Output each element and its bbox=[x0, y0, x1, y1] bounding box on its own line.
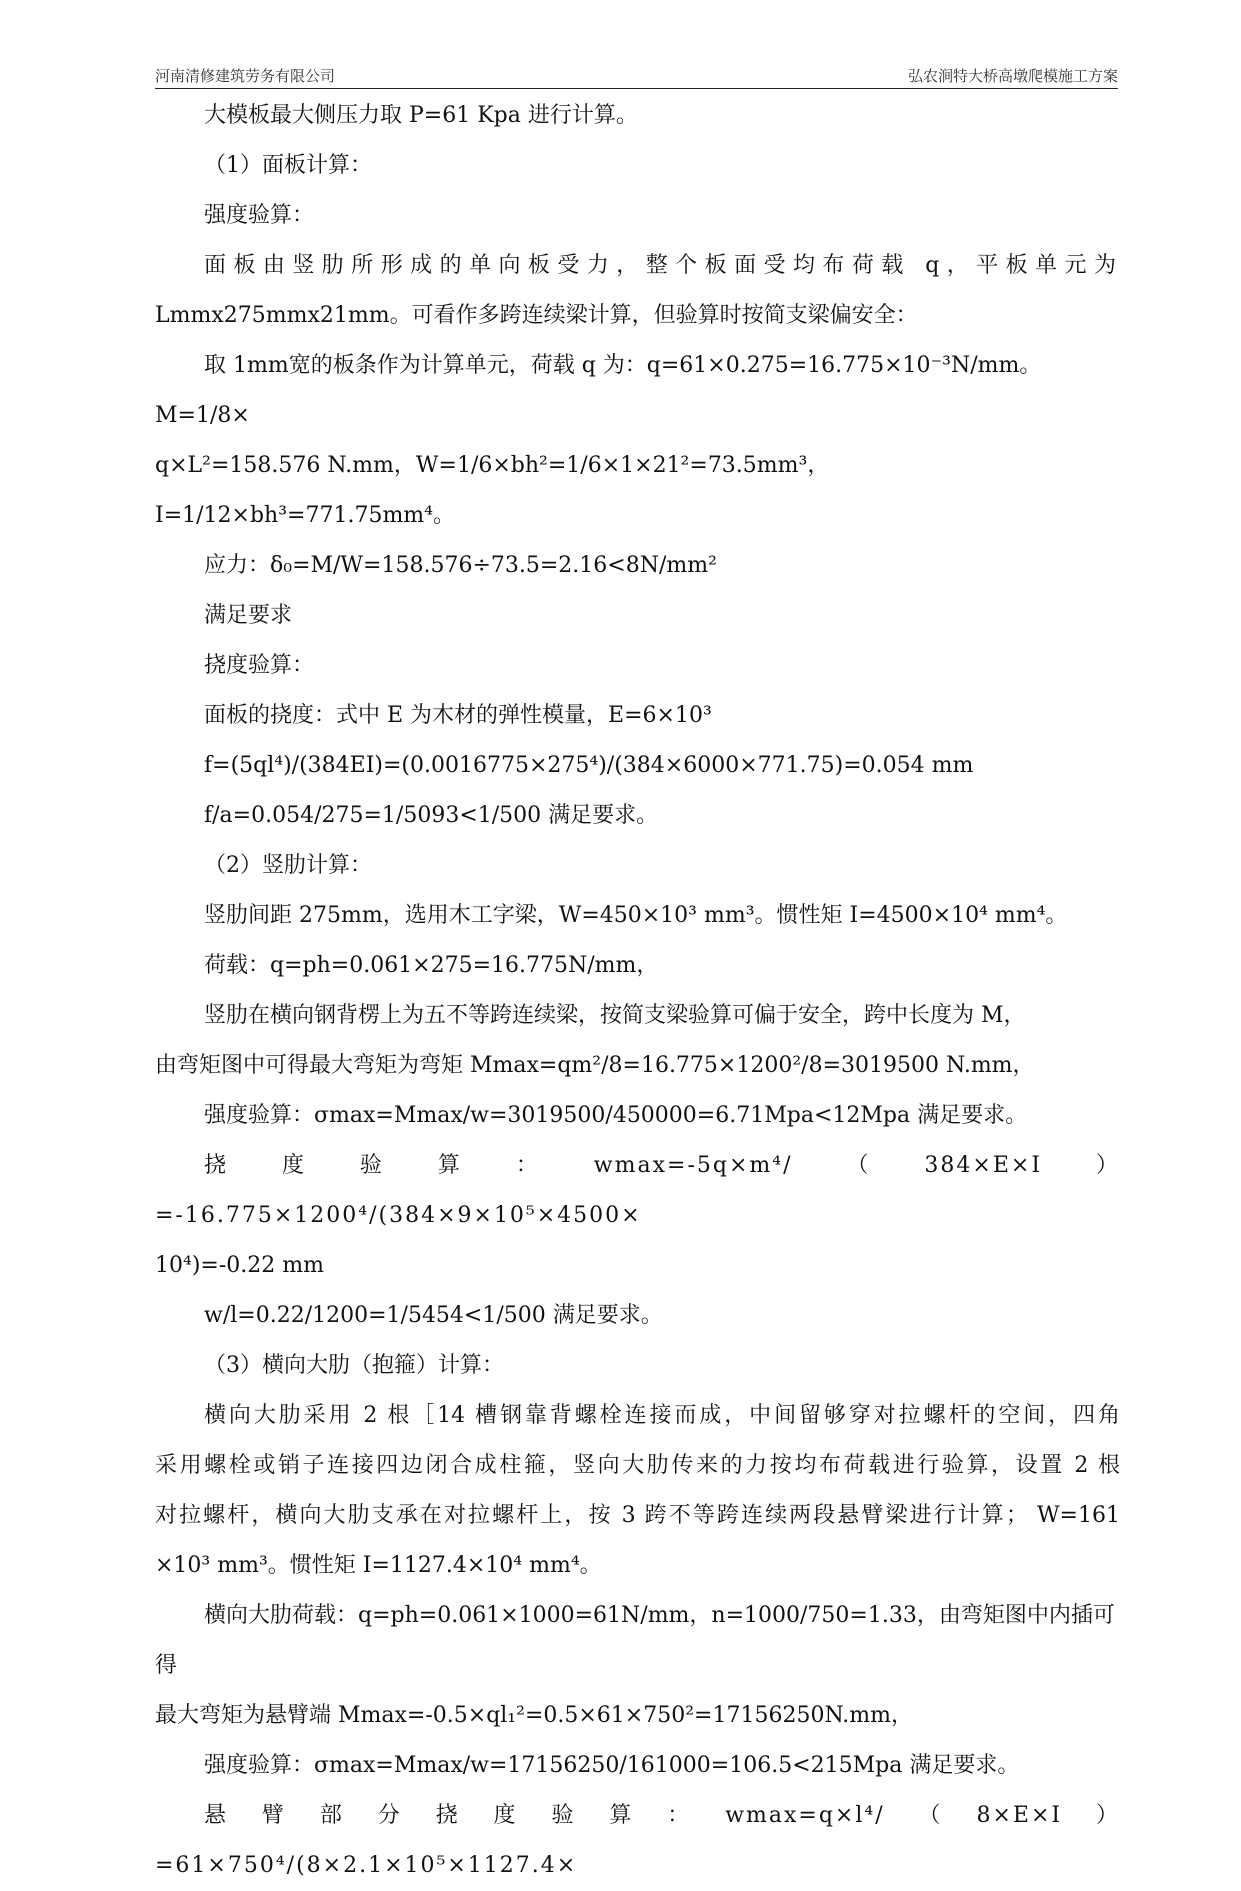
text-line: 面板由竖肋所形成的单向板受力，整个板面受均布荷载 q，平板单元为 bbox=[204, 253, 1120, 278]
text-line: f/a=0.054/275=1/5093<1/500 满足要求。 bbox=[204, 803, 659, 828]
text-line: Lmmx275mmx21mm。可看作多跨连续梁计算，但验算时按简支梁偏安全： bbox=[155, 303, 918, 328]
text-line: 横向大肋采用 2 根［14 槽钢靠背螺栓连接而成，中间留够穿对拉螺杆的空间，四角 bbox=[204, 1403, 1120, 1428]
text-line: 强度验算：σmax=Mmax/w=17156250/161000=106.5<215Mpa 满足要求。 bbox=[204, 1753, 1020, 1778]
text-line: 竖肋在横向钢背楞上为五不等跨连续梁，按简支梁验算可偏于安全，跨中长度为 M， bbox=[204, 1003, 1026, 1028]
text-line: ×10³ mm³。惯性矩 I=1127.4×10⁴ mm⁴。 bbox=[155, 1553, 602, 1578]
text-line: 悬臂部分挠度验算：wmax=q×l⁴/（8×E×I）=61×750⁴/(8×2.1×10⁵×1127.4× bbox=[155, 1803, 1120, 1878]
section-heading: （2）竖肋计算： bbox=[204, 853, 372, 878]
header-document-title: 弘农涧特大桥高墩爬模施工方案 bbox=[907, 67, 1118, 85]
header-company: 河南清修建筑劳务有限公司 bbox=[155, 67, 336, 85]
subheading: 挠度验算： bbox=[204, 653, 315, 678]
page-header bbox=[155, 64, 1118, 89]
text-line: 应力：δ₀=M/W=158.576÷73.5=2.16<8N/mm² bbox=[204, 553, 717, 578]
text-line: 由弯矩图中可得最大弯矩为弯矩 Mmax=qm²/8=16.775×1200²/8=3019500 N.mm， bbox=[155, 1053, 1035, 1078]
text-line: 挠度验算：wmax=-5q×m⁴/（384×E×I）=-16.775×1200⁴/(384×9×10⁵×4500× bbox=[155, 1153, 1120, 1228]
text-line: 面板的挠度：式中 E 为木材的弹性模量，E=6×10³ bbox=[204, 703, 712, 728]
text-line: 最大弯矩为悬臂端 Mmax=-0.5×ql₁²=0.5×61×750²=17156250N.mm， bbox=[155, 1703, 914, 1728]
text-line: 采用螺栓或销子连接四边闭合成柱箍，竖向大肋传来的力按均布荷载进行验算，设置 2 根 bbox=[155, 1453, 1120, 1478]
text-line: 10⁴)=-0.22 mm bbox=[155, 1253, 324, 1278]
formula-line: f=(5ql⁴)/(384EI)=(0.0016775×275⁴)/(384×6000×771.75)=0.054 mm bbox=[204, 753, 974, 778]
section-heading: （1）面板计算： bbox=[204, 153, 372, 178]
text-line: 取 1mm宽的板条作为计算单元，荷载 q 为：q=61×0.275=16.775×10⁻³N/mm。M=1/8× bbox=[155, 353, 1042, 428]
text-line: 大模板最大侧压力取 P=61 Kpa 进行计算。 bbox=[204, 103, 638, 128]
text-line: 荷载：q=ph=0.061×275=16.775N/mm， bbox=[204, 953, 659, 978]
text-line: 横向大肋荷载：q=ph=0.061×1000=61N/mm，n=1000/750=1.33，由弯矩图中内插可得 bbox=[155, 1603, 1115, 1678]
text-line: 强度验算：σmax=Mmax/w=3019500/450000=6.71Mpa<12Mpa 满足要求。 bbox=[204, 1103, 1028, 1128]
text-line: q×L²=158.576 N.mm，W=1/6×bh²=1/6×1×21²=73.5mm³，I=1/12×bh³=771.75mm⁴。 bbox=[155, 453, 830, 528]
section-heading: （3）横向大肋（抱箍）计算： bbox=[204, 1353, 504, 1378]
subheading: 强度验算： bbox=[204, 203, 315, 228]
document-body bbox=[155, 91, 1120, 1891]
text-line: 竖肋间距 275mm，选用木工字梁，W=450×10³ mm³。惯性矩 I=4500×10⁴ mm⁴。 bbox=[204, 903, 1068, 928]
text-line: 满足要求 bbox=[204, 603, 293, 628]
text-line: w/l=0.22/1200=1/5454<1/500 满足要求。 bbox=[204, 1303, 663, 1328]
text-line: 对拉螺杆，横向大肋支承在对拉螺杆上，按 3 跨不等跨连续两段悬臂梁进行计算； W=161 bbox=[155, 1503, 1120, 1528]
